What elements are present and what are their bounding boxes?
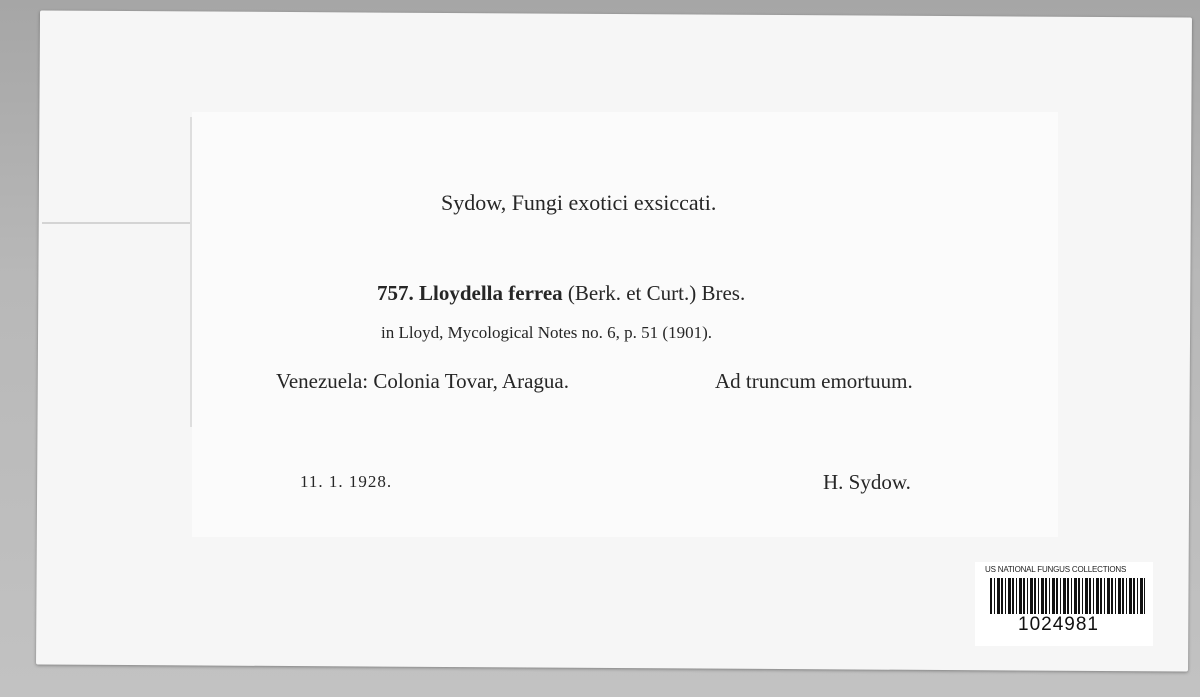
taxon-line	[377, 281, 745, 306]
envelope-flap-line	[42, 222, 192, 224]
citation: in Lloyd, Mycological Notes no. 6, p. 51 (1901).	[381, 323, 712, 342]
barcode-collection-name: US NATIONAL FUNGUS COLLECTIONS	[985, 565, 1127, 574]
locality: Venezuela: Colonia Tovar, Aragua.	[276, 369, 569, 393]
taxon-authority: (Berk. et Curt.) Bres.	[567, 281, 746, 305]
series-title: Sydow, Fungi exotici exsiccati.	[441, 190, 717, 215]
collection-date: 11. 1. 1928.	[300, 472, 393, 491]
substrate: Ad truncum emortuum.	[715, 369, 913, 393]
specimen-number: 757.	[377, 281, 414, 305]
taxon-name: Lloydella ferrea	[419, 281, 563, 305]
collector: H. Sydow.	[823, 470, 911, 494]
barcode-bars	[990, 578, 1145, 614]
barcode-number: 1024981	[1018, 614, 1099, 635]
